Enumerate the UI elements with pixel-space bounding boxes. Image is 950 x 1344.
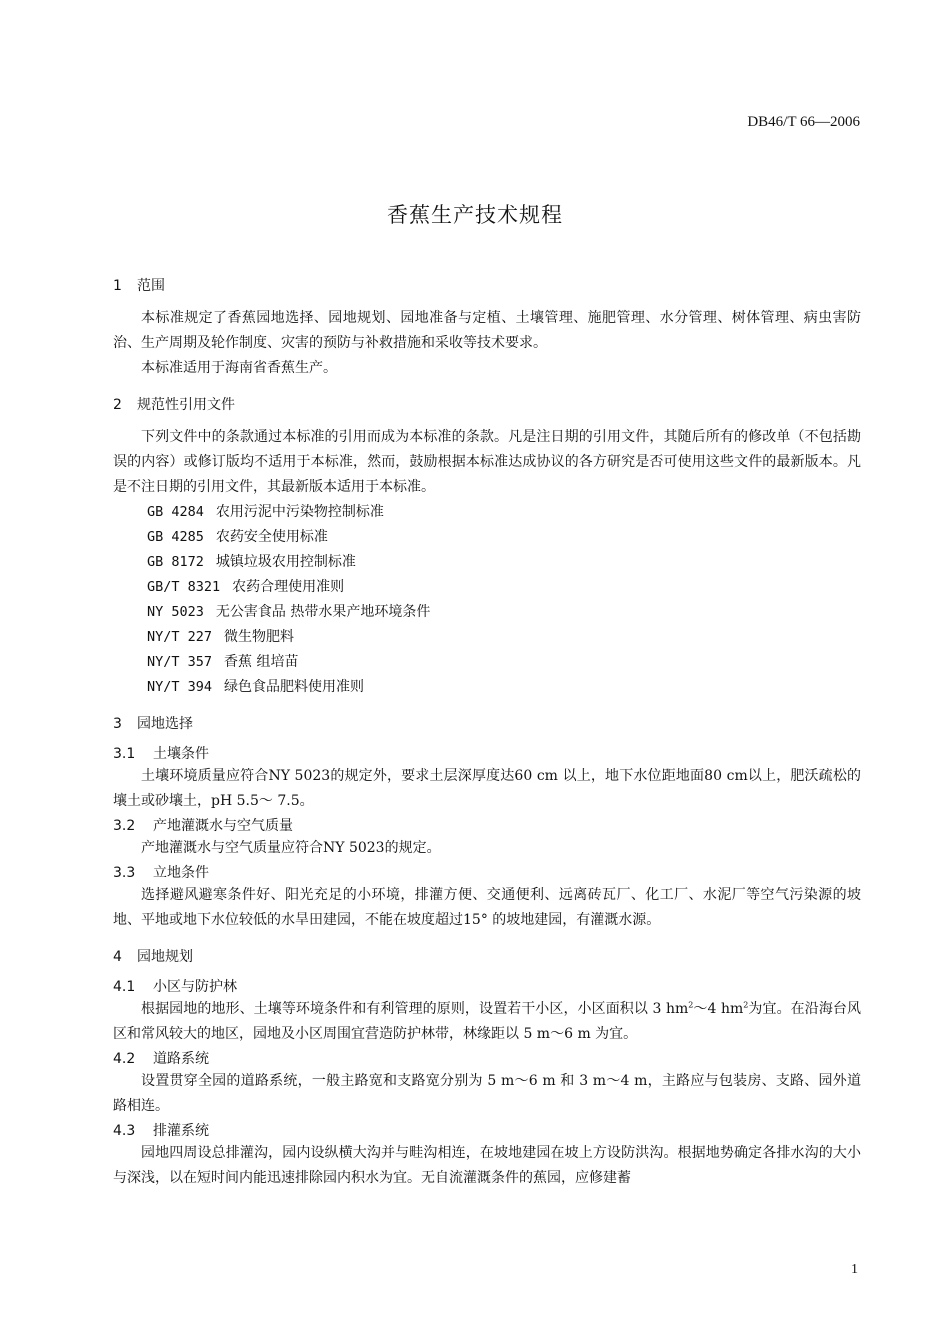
subsection-heading: [113, 1121, 861, 1141]
paragraph: 本标准规定了香蕉园地选择、园地规划、园地准备与定植、土壤管理、施肥管理、水分管理、树体管理、病虫害防治、生产周期及轮作制度、灾害的预防与补救措施和采收等技术要求。: [113, 310, 861, 351]
reference-name: 香蕉 组培苗: [224, 654, 299, 670]
reference-item: [113, 525, 861, 550]
paragraph-text: 根据园地的地形、土壤等环境条件和有利管理的原则，设置若干小区，小区面积以 3 hm: [141, 1001, 689, 1017]
paragraph: 本标准适用于海南省香蕉生产。: [141, 360, 337, 376]
reference-name: 城镇垃圾农用控制标准: [215, 554, 356, 570]
reference-item: [113, 675, 861, 700]
subsection-title: 土壤条件: [153, 746, 209, 762]
reference-code: NY/T 357: [147, 654, 213, 670]
reference-item: [113, 575, 861, 600]
subsection-number: 3.2: [113, 818, 136, 834]
document-title: 香蕉生产技术规程: [387, 203, 563, 227]
reference-name: 农药合理使用准则: [232, 579, 345, 595]
subsection-title: 小区与防护林: [153, 979, 237, 995]
section-title: 园地选择: [137, 716, 193, 732]
section-heading: [113, 276, 861, 296]
subsection-title: 排灌系统: [153, 1123, 209, 1139]
paragraph-text: 为宜。在沿海台风区和常风较大的地区，园地及小区周围宜营造防护林带，林缘距以 5 m～6 m 为宜。: [113, 1001, 862, 1042]
section-number: 4: [113, 949, 122, 965]
reference-code: GB 4284: [147, 504, 204, 520]
section-title: 范围: [137, 278, 165, 294]
subsection-number: 4.3: [113, 1123, 136, 1139]
reference-code: NY/T 227: [147, 629, 213, 645]
paragraph: 选择避风避寒条件好、阳光充足的小环境，排灌方便、交通便利、远离砖瓦厂、化工厂、水泥厂等空气污染源的坡地、平地或地下水位较低的水旱田建园，不能在坡度超过15° 的坡地建园，有灌溉水源。: [113, 887, 861, 928]
subsection-number: 4.1: [113, 979, 136, 995]
reference-code: GB/T 8321: [147, 579, 221, 595]
subsection-number: 3.3: [113, 865, 136, 881]
reference-item: [113, 600, 861, 625]
page-number: 1: [851, 1262, 858, 1277]
reference-code: GB 4285: [147, 529, 204, 545]
paragraph: 设置贯穿全园的道路系统，一般主路宽和支路宽分别为 5 m～6 m 和 3 m～4 m，主路应与包装房、支路、园外道路相连。: [113, 1073, 861, 1114]
subsection-title: 产地灌溉水与空气质量: [153, 818, 293, 834]
paragraph: 园地四周设总排灌沟，园内设纵横大沟并与畦沟相连，在坡地建园在坡上方设防洪沟。根据地势确定各排水沟的大小与深浅，以在短时间内能迅速排除园内积水为宜。无自流灌溉条件的蕉园，应修建蓄: [113, 1145, 861, 1186]
reference-item: [113, 650, 861, 675]
section-heading: [113, 395, 861, 415]
subsection-number: 4.2: [113, 1051, 136, 1067]
superscript: 2: [743, 1000, 749, 1010]
subsection-heading: [113, 1049, 861, 1069]
reference-name: 农药安全使用标准: [215, 529, 328, 545]
subsection-number: 3.1: [113, 746, 136, 762]
subsection-heading: [113, 977, 861, 997]
subsection-heading: [113, 816, 861, 836]
paragraph: 产地灌溉水与空气质量应符合NY 5023的规定。: [141, 840, 441, 856]
reference-name: 微生物肥料: [224, 629, 295, 645]
reference-code: NY 5023: [147, 604, 204, 620]
reference-item: [113, 550, 861, 575]
document-body: [113, 276, 861, 1191]
paragraph-text: ～4 hm: [693, 1001, 744, 1017]
reference-name: 无公害食品 热带水果产地环境条件: [215, 604, 431, 620]
reference-item: [113, 625, 861, 650]
subsection-heading: [113, 744, 861, 764]
paragraph: 下列文件中的条款通过本标准的引用而成为本标准的条款。凡是注日期的引用文件，其随后所有的修改单（不包括勘误的内容）或修订版均不适用于本标准，然而，鼓励根据本标准达成协议的各方研究是否可使用这些文件的最新版本。凡是不注日期的引用文件，其最新版本适用于本标准。: [113, 429, 861, 495]
section-heading: [113, 714, 861, 734]
section-title: 规范性引用文件: [137, 397, 235, 413]
standard-code: DB46/T 66—2006: [747, 114, 860, 130]
paragraph: [113, 997, 861, 1047]
subsection-title: 立地条件: [153, 865, 209, 881]
reference-code: GB 8172: [147, 554, 204, 570]
section-number: 1: [113, 278, 122, 294]
section-number: 2: [113, 397, 122, 413]
superscript: 2: [688, 1000, 694, 1010]
section-heading: [113, 947, 861, 967]
section-title: 园地规划: [137, 949, 193, 965]
reference-item: [113, 500, 861, 525]
reference-name: 绿色食品肥料使用准则: [224, 679, 365, 695]
subsection-title: 道路系统: [153, 1051, 209, 1067]
reference-name: 农用污泥中污染物控制标准: [215, 504, 384, 520]
subsection-heading: [113, 863, 861, 883]
section-number: 3: [113, 716, 122, 732]
reference-code: NY/T 394: [147, 679, 213, 695]
paragraph: 土壤环境质量应符合NY 5023的规定外，要求土层深厚度达60 cm 以上，地下水位距地面80 cm以上，肥沃疏松的壤土或砂壤土，pH 5.5～ 7.5。: [113, 768, 861, 809]
